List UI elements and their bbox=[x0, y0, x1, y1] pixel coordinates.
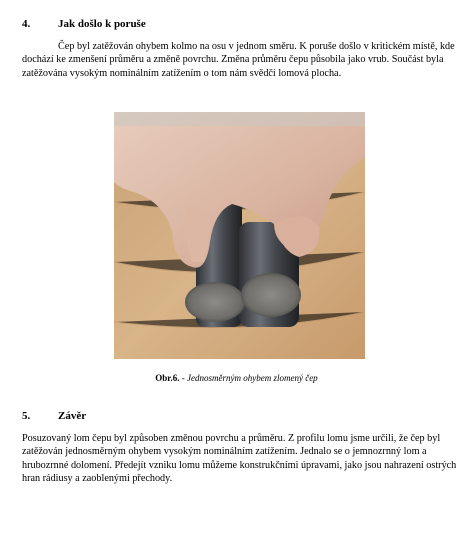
figure-caption-text: Jednosměrným ohybem zlomený čep bbox=[186, 373, 318, 383]
section-4-number: 4. bbox=[22, 18, 31, 30]
section-5-heading bbox=[22, 410, 86, 423]
section-4-title: Jak došlo k poruše bbox=[58, 18, 146, 30]
broken-pin-photo bbox=[114, 112, 365, 359]
section-4-paragraph: Čep byl zatěžován ohybem kolmo na osu v jednom směru. K poruše došlo v kritickém místě, kde dochází ke zmenšení průměru a změně povrchu. Změna průměru čepu působila jako vrub. Součást byla zatěžována vysokým nominálním zatížením o tom nám svědčí lomová plocha. bbox=[22, 41, 455, 79]
figure-separator: - bbox=[179, 373, 187, 383]
section-5-number: 5. bbox=[22, 410, 31, 422]
section-5-paragraph-block bbox=[22, 432, 458, 486]
section-4-paragraph-block bbox=[22, 40, 458, 80]
broken-pin-photo-drawing bbox=[114, 112, 365, 359]
section-5-paragraph: Posuzovaný lom čepu byl způsoben změnou povrchu a průměru. Z profilu lomu jsme určili, že čep byl zatěžován jednosměrným ohybem vysokým nominálním zatížením. Jednalo se o jemnozrnný lom a hrubozrnné dolomení. Předejít vzniku lomu můžeme konstrukčními úpravami, jako jsou nahrazení ostrých hran rádiusy a zaoblenými přechody. bbox=[22, 433, 457, 485]
section-5-title: Závěr bbox=[58, 410, 87, 422]
figure-label: Obr.6. bbox=[155, 373, 180, 383]
figure-caption bbox=[0, 373, 473, 384]
section-4-heading bbox=[22, 18, 146, 31]
